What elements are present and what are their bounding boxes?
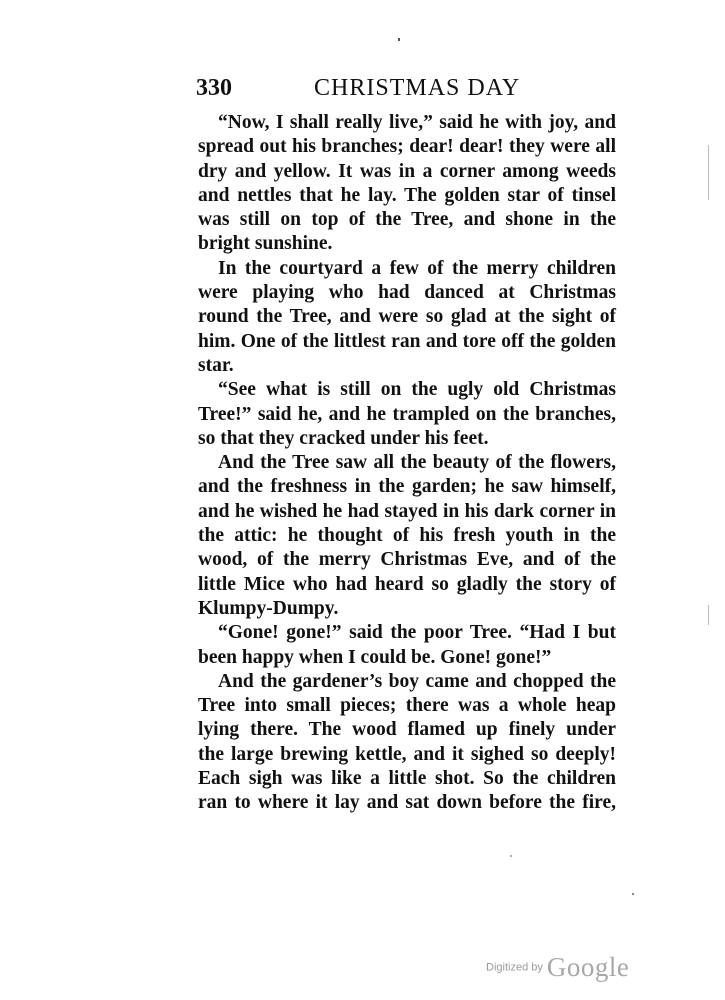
- paragraph: [198, 257, 616, 378]
- text-line: bright sunshine.: [198, 233, 333, 255]
- text-line: In the courtyard a few of the merry children: [218, 257, 616, 279]
- watermark-logo: Google: [546, 952, 630, 982]
- text-line: been happy when I could be. Gone! gone!”: [198, 646, 552, 668]
- body-text: [198, 111, 616, 816]
- paragraph: [198, 670, 616, 816]
- text-line: Each sigh was like a little shot. So the children: [198, 768, 616, 790]
- text-line: “See what is still on the ugly old Christmas: [218, 379, 616, 401]
- running-head-title: CHRISTMAS DAY: [314, 75, 521, 101]
- scan-speck: [398, 38, 400, 41]
- text-line: “Gone! gone!” said the poor Tree. “Had I but: [218, 622, 616, 644]
- text-line: Tree!” said he, and he trampled on the branches,: [198, 403, 616, 425]
- paragraph: [198, 451, 616, 621]
- text-line: wood, of the merry Christmas Eve, and of the: [198, 549, 616, 571]
- text-line: Tree into small pieces; there was a whole heap: [198, 695, 616, 717]
- text-line: star.: [198, 354, 234, 376]
- paragraph: [198, 621, 616, 670]
- text-line: spread out his branches; dear! dear! they were all: [198, 136, 616, 158]
- scan-speck: [708, 145, 709, 200]
- text-line: round the Tree, and were so glad at the sight of: [198, 306, 616, 328]
- text-line: “Now, I shall really live,” said he with joy, and: [218, 112, 616, 133]
- text-line: were playing who had danced at Christmas: [198, 282, 616, 304]
- page-number: 330: [196, 75, 232, 101]
- text-line: the attic: he thought of his fresh youth in the: [198, 525, 616, 547]
- text-line: And the Tree saw all the beauty of the flowers,: [218, 452, 616, 474]
- text-line: ran to where it lay and sat down before the fire,: [198, 792, 616, 814]
- scan-speck: [632, 893, 634, 895]
- digitized-watermark: [486, 952, 629, 982]
- text-line: the large brewing kettle, and it sighed so deeply!: [198, 743, 616, 765]
- text-line: was still on top of the Tree, and shone in the: [198, 209, 616, 231]
- text-line: little Mice who had heard so gladly the story of: [198, 573, 616, 595]
- text-line: and he wished he had stayed in his dark corner in: [198, 500, 616, 522]
- text-line: dry and yellow. It was in a corner among weeds: [198, 160, 616, 182]
- running-head: [196, 73, 616, 103]
- paragraph: [198, 378, 616, 451]
- text-line: and the freshness in the garden; he saw himself,: [198, 476, 616, 498]
- watermark-prefix: Digitized by: [486, 961, 543, 974]
- scan-speck: [708, 605, 709, 625]
- paragraph: [198, 111, 616, 257]
- text-line: and nettles that he lay. The golden star of tinsel: [198, 184, 616, 206]
- text-line: so that they cracked under his feet.: [198, 427, 489, 449]
- text-line: And the gardener’s boy came and chopped the: [218, 670, 616, 692]
- text-line: lying there. The wood flamed up finely under: [198, 719, 616, 741]
- scan-speck: [510, 855, 512, 857]
- text-line: Klumpy-Dumpy.: [198, 597, 339, 619]
- text-line: him. One of the littlest ran and tore off the golden: [198, 330, 616, 352]
